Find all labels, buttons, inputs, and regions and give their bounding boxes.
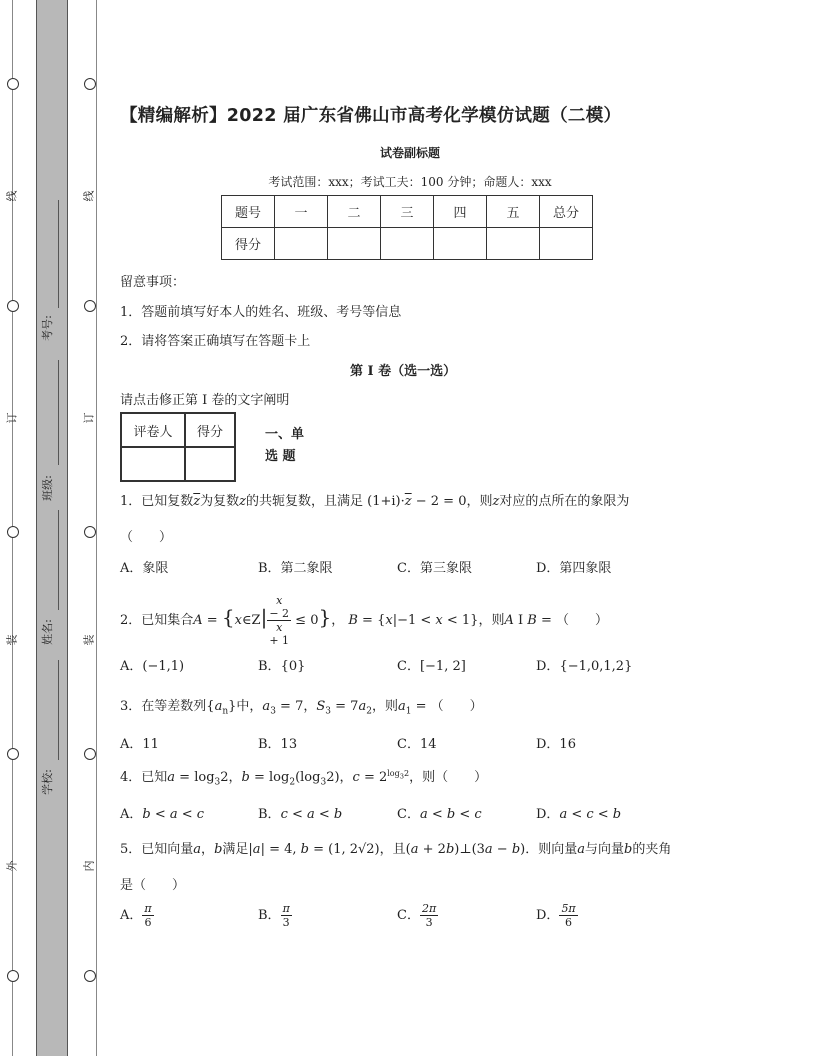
- q5-option-a[interactable]: A． $\frac{\pi}{6}$: [120, 902, 152, 929]
- part1-instruction: 请点击修正第 I 卷的文字阐明: [120, 393, 290, 408]
- score-table-row: [222, 228, 593, 260]
- note-item: 2．请将答案正确填写在答题卡上: [120, 334, 311, 349]
- q3-option-b[interactable]: B．13: [258, 737, 298, 752]
- q3-option-d[interactable]: D．16: [536, 737, 576, 752]
- q2-math: A = {x∈Z| x − 2 x + 1 ≤ 0}， B = {x|−1 < x < 1}: [193, 594, 479, 647]
- q4-math: $a = \log_32$，$b = \log_2(\log_32)$，$c = 2^{log_32}$: [167, 768, 410, 788]
- section-label: [265, 424, 304, 468]
- grader-header: 得分: [185, 413, 235, 447]
- section-label-line: 一、单: [265, 427, 305, 442]
- note-item: 1．答题前填写好本人的姓名、班级、考号等信息: [120, 305, 402, 320]
- grader-cell[interactable]: [185, 447, 235, 481]
- margin-label-line: 线: [82, 190, 96, 202]
- question-1-stem: 1．已知复数$\overline{z}$为复数z的共轭复数，且满足 $(1+i)\cdot\overline{z} - 2 = 0$，则z对应的点所在的象限为: [120, 494, 630, 509]
- question-2-stem: 2．已知集合A = {x∈Z| x − 2 x + 1 ≤ 0}， B = {x|−1 < x < 1}，则A I B = （ ）: [120, 594, 609, 647]
- margin-label-outside: 外: [5, 860, 19, 872]
- binding-hole: [7, 300, 19, 312]
- q1-option-c[interactable]: C．第三象限: [397, 561, 472, 576]
- score-header-cell: 三: [381, 196, 434, 228]
- binding-hole: [84, 970, 96, 982]
- q1-text: 1．已知复数: [120, 494, 194, 509]
- field-school: 学校:: [40, 769, 54, 795]
- notes-heading: 留意事项：: [120, 275, 186, 290]
- binding-hole: [7, 526, 19, 538]
- score-cell[interactable]: [487, 228, 540, 260]
- margin-label-install: 装: [82, 634, 96, 646]
- binding-hole: [84, 300, 96, 312]
- exam-subtitle: 试卷副标题: [379, 146, 440, 160]
- margin-label-line: 线: [5, 190, 19, 202]
- exam-info: 考试范围：xxx；考试工夫：100 分钟；命题人：xxx: [268, 175, 552, 189]
- q3-option-c[interactable]: C．14: [397, 737, 437, 752]
- binding-hole: [84, 748, 96, 760]
- score-cell[interactable]: [275, 228, 328, 260]
- q1-text: 为复数: [200, 494, 240, 509]
- q5-option-c[interactable]: C． $\frac{2\pi}{3}$: [397, 902, 437, 929]
- binding-hole: [84, 78, 96, 90]
- q1-text: ，则: [466, 494, 493, 509]
- grader-header: 评卷人: [121, 413, 185, 447]
- score-table: [221, 195, 593, 260]
- score-header-cell: 五: [487, 196, 540, 228]
- grader-table: [120, 412, 236, 482]
- q2-option-c[interactable]: C．[−1, 2]: [397, 659, 466, 674]
- question-3-stem: 3．在等差数列$\{a_n\}$中，$a_3 = 7$，$S_3 = 7a_2$，则$a_1$ = （ ）: [120, 699, 483, 717]
- q5-option-b[interactable]: B． $\frac{\pi}{3}$: [258, 902, 290, 929]
- fill-line: [58, 360, 59, 465]
- field-class: 班级:: [40, 475, 54, 501]
- q2-option-d[interactable]: D．{−1,0,1,2}: [536, 659, 633, 674]
- q2-option-a[interactable]: A．(−1,1): [120, 659, 185, 674]
- score-header-cell: 题号: [222, 196, 275, 228]
- margin-label-bind: 订: [82, 412, 96, 424]
- score-row-label: 得分: [222, 228, 275, 260]
- part1-title: 第 I 卷（选一选）: [350, 364, 457, 379]
- margin-label-inside: 内: [82, 860, 96, 872]
- exam-title: 【精编解析】2022 届广东省佛山市高考化学模仿试题（二模）: [120, 106, 622, 126]
- q4-option-a[interactable]: A．b < a < c: [120, 807, 205, 822]
- q2-text: （ ）: [556, 613, 609, 628]
- grader-cell[interactable]: [121, 447, 185, 481]
- margin-label-bind: 订: [5, 412, 19, 424]
- field-exam-number: 考号:: [40, 315, 54, 341]
- binding-bar: [36, 0, 68, 1056]
- score-header-cell: 总分: [540, 196, 593, 228]
- q4-option-b[interactable]: B．c < a < b: [258, 807, 343, 822]
- q2-text: 2．已知集合: [120, 613, 194, 628]
- question-4-stem: 4．已知$a = \log_32$，$b = \log_2(\log_32)$，$c = 2^{log_32}$，则（ ）: [120, 768, 488, 788]
- score-cell[interactable]: [540, 228, 593, 260]
- score-cell[interactable]: [328, 228, 381, 260]
- q5-math: |a| = 4, b = (1, 2√2): [248, 842, 380, 857]
- score-table-header-row: [222, 196, 593, 228]
- field-name: 姓名:: [40, 619, 54, 645]
- q2-text: ，则: [478, 613, 505, 628]
- question-5-stem: 5．已知向量a，b满足|a| = 4, b = (1, 2√2)，且(a + 2b)⊥(3a − b)．则向量a与向量b的夹角: [120, 842, 672, 857]
- q3-math: $a_3 = 7$，$S_3 = 7a_2$: [262, 699, 372, 717]
- margin-label-install: 装: [5, 634, 19, 646]
- q1-option-a[interactable]: A．象限: [120, 561, 169, 576]
- fill-line: [58, 660, 59, 760]
- binding-hole: [84, 526, 96, 538]
- section-label-line: 选 题: [265, 449, 296, 464]
- q1-option-b[interactable]: B．第二象限: [258, 561, 333, 576]
- q1-text: 对应的点所在的象限为: [499, 494, 630, 509]
- binding-hole: [7, 78, 19, 90]
- score-cell[interactable]: [381, 228, 434, 260]
- q4-option-c[interactable]: C．a < b < c: [397, 807, 482, 822]
- q1-math: $(1+i)\cdot\overline{z} - 2 = 0$: [363, 494, 467, 509]
- question-5-cont: 是（ ）: [120, 878, 186, 893]
- q2-option-b[interactable]: B．{0}: [258, 659, 306, 674]
- q4-option-d[interactable]: D．a < c < b: [536, 807, 622, 822]
- q5-option-d[interactable]: D． $\frac{5\pi}{6}$: [536, 902, 576, 929]
- fill-line: [58, 510, 59, 610]
- binding-margin: [0, 0, 100, 1056]
- binding-hole: [7, 970, 19, 982]
- binding-hole: [7, 748, 19, 760]
- fill-line: [58, 200, 59, 308]
- inner-rule: [96, 0, 97, 1056]
- score-header-cell: 一: [275, 196, 328, 228]
- q1-option-d[interactable]: D．第四象限: [536, 561, 612, 576]
- score-header-cell: 四: [434, 196, 487, 228]
- score-cell[interactable]: [434, 228, 487, 260]
- q3-option-a[interactable]: A．11: [120, 737, 159, 752]
- score-header-cell: 二: [328, 196, 381, 228]
- q1-text: 的共轭复数，且满足: [246, 494, 364, 509]
- question-1-cont: （ ）: [120, 530, 173, 545]
